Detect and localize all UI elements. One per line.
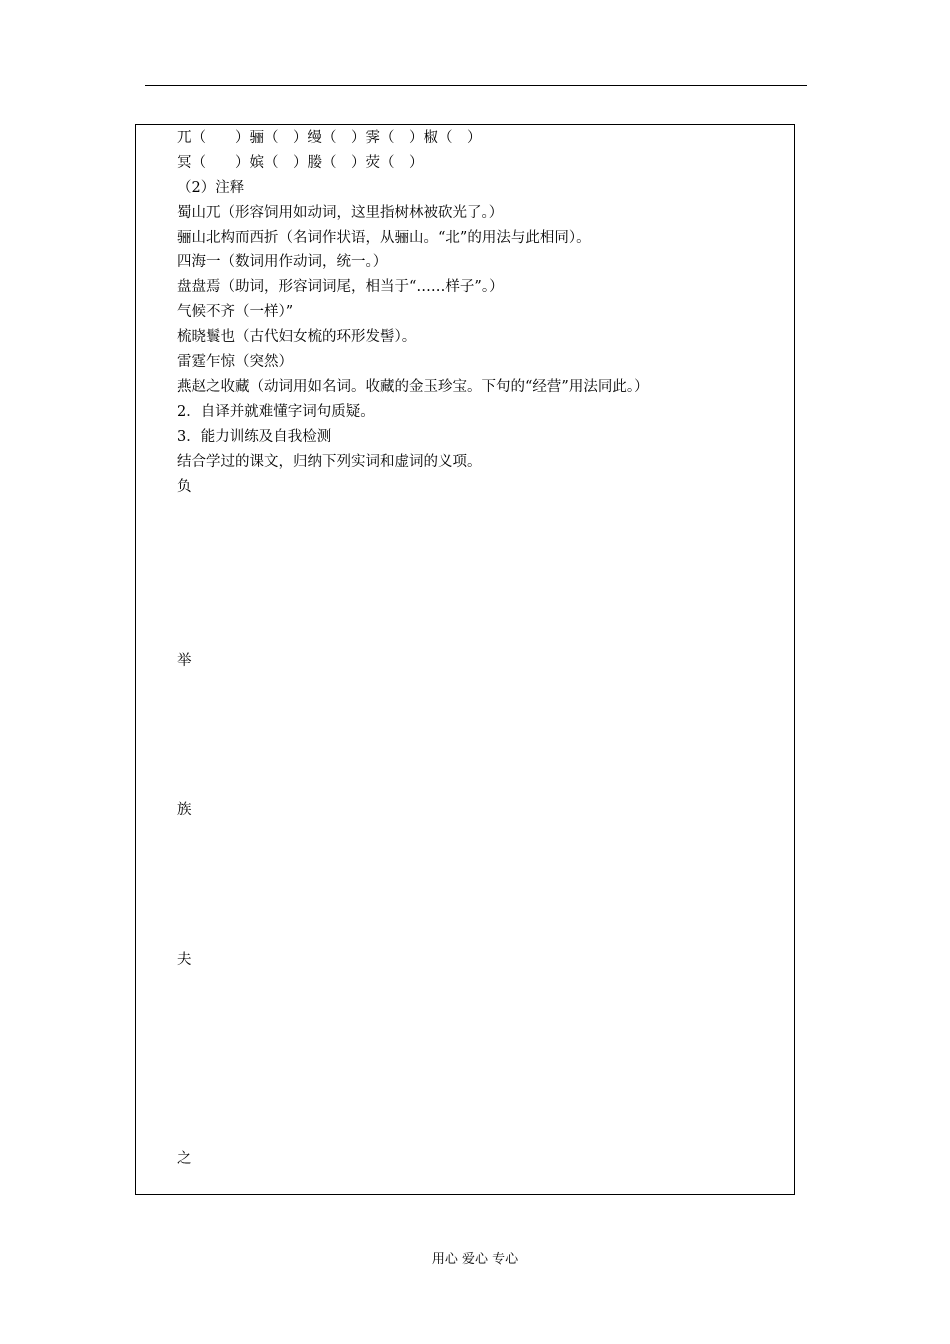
text-line: 骊山北构而西折（名词作状语，从骊山。“北”的用法与此相同）。 (177, 230, 591, 246)
vocab-item-fu: 负 (177, 479, 192, 495)
vocab-item-zhi: 之 (177, 1151, 192, 1167)
text-line: 四海一（数词用作动词，统一。） (177, 254, 388, 270)
vocab-item-zu: 族 (177, 802, 192, 818)
text-line: 3．能力训练及自我检测 (177, 429, 332, 445)
text-line: 盘盘焉（助词，形容词词尾，相当于“……样子”。） (177, 279, 504, 295)
text-line: 冥（ ）嫔（ ）媵（ ）荧（ ） (177, 155, 424, 171)
text-line: 蜀山兀（形容饲用如动词，这里指树林被砍光了。） (177, 205, 504, 221)
text-line: （2）注释 (177, 180, 245, 196)
text-line: 兀（ ）骊（ ）缦（ ）霁（ ）椒（ ） (177, 130, 482, 146)
text-line: 梳晓鬟也（古代妇女梳的环形发髻）。 (177, 329, 417, 345)
vocab-item-fu2: 夫 (177, 952, 192, 968)
text-line: 结合学过的课文，归纳下列实词和虚词的义项。 (177, 454, 482, 470)
text-line: 雷霆乍惊（突然） (177, 354, 293, 370)
text-line: 气候不齐（一样）” (177, 304, 294, 320)
vocab-item-ju: 举 (177, 653, 192, 669)
page-footer: 用心 爱心 专心 (431, 1252, 519, 1267)
header-rule (145, 85, 807, 86)
text-line: 2．自译并就难懂字词句质疑。 (177, 404, 375, 420)
text-line: 燕赵之收藏（动词用如名词。收藏的金玉珍宝。下句的“经营”用法同此。） (177, 379, 649, 395)
